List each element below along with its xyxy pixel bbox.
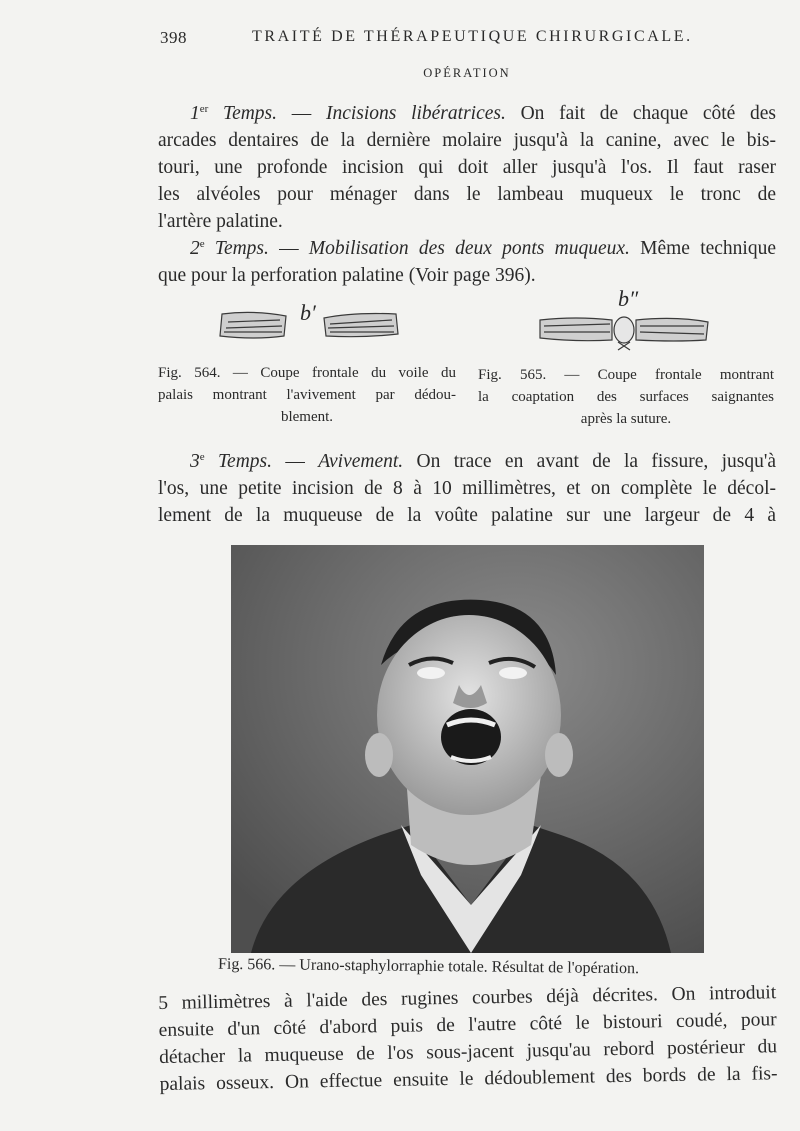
figure-564-caption-line-0: Fig. 564. — Coupe frontale du voile du <box>158 365 456 381</box>
step-3-paragraph <box>158 444 776 529</box>
step-2-line-0: Même technique <box>629 238 777 259</box>
step-2-temps: Temps. <box>214 238 269 259</box>
step-3-line-2: lement de la muqueuse de la voûte palatine sur une largeur de 4 à <box>158 505 776 526</box>
step-1-temps: Temps. <box>223 103 278 124</box>
step-2-ordinal: 2 <box>190 238 200 259</box>
continuation-line-1: ensuite d'un côté d'abord puis de l'autre côté le bistouri coudé, pour <box>158 1009 777 1041</box>
figure-565-diagram <box>536 284 716 356</box>
page-header <box>160 28 780 52</box>
step-2-line-1: que pour la perforation palatine (Voir page 396). <box>158 265 536 286</box>
continuation-line-0: 5 millimètres à l'aide des rugines courbes déjà décrites. On introduit <box>158 982 777 1014</box>
step-2-ordinal-sup: e <box>199 238 205 250</box>
step-1-line-1: arcades dentaires de la dernière molaire jusqu'à la canine, avec le bis- <box>158 130 776 151</box>
step-3-dash: — <box>272 451 319 472</box>
figure-564-label: b′ <box>300 300 316 325</box>
step-2-dash: — <box>268 238 309 259</box>
step-2-paragraph <box>158 231 776 289</box>
step-1-paragraph <box>158 96 776 235</box>
step-1-title: Incisions libératrices. <box>325 103 506 124</box>
patient-portrait-illustration <box>231 545 704 953</box>
continuation-line-3: palais osseux. On effectue ensuite le dédoublement des bords de la fis- <box>159 1063 778 1095</box>
step-2-title: Mobilisation des deux ponts muqueux. <box>308 238 630 259</box>
figure-565-caption-line-1: la coaptation des surfaces saignantes <box>478 389 774 405</box>
page-number: 398 <box>160 28 187 47</box>
figure-565-caption-line-2: après la suture. <box>580 411 672 427</box>
step-3-line-0: On trace en avant de la fissure, jusqu'à <box>403 451 777 472</box>
step-1-line-4: l'artère palatine. <box>158 211 283 232</box>
figure-565-label: b″ <box>618 286 639 311</box>
continuation-paragraph <box>158 979 778 1098</box>
step-1-line-0: On fait de chaque côté des <box>505 103 777 124</box>
running-title: TRAITÉ DE THÉRAPEUTIQUE CHIRURGICALE. <box>252 28 693 45</box>
figure-564-caption-line-2: blement. <box>280 409 334 425</box>
figure-565-caption-line-0: Fig. 565. — Coupe frontale montrant <box>478 367 774 383</box>
step-3-temps: Temps. <box>217 451 272 472</box>
step-1-ordinal-sup: er <box>199 103 209 115</box>
figure-566-photograph <box>231 545 704 953</box>
step-3-ordinal: 3 <box>190 451 200 472</box>
step-1-dash: — <box>277 103 326 124</box>
step-3-ordinal-sup: e <box>199 451 205 463</box>
step-1-ordinal: 1 <box>190 103 200 124</box>
figure-566-caption: Fig. 566. — Urano-staphylorraphie totale. Résultat de l'opération. <box>217 955 640 978</box>
step-3-title: Avivement. <box>318 451 404 472</box>
step-3-line-1: l'os, une petite incision de 8 à 10 millimètres, et on complète le décol- <box>158 478 776 499</box>
figure-564-caption-line-1: palais montrant l'avivement par dédou- <box>158 387 456 403</box>
step-1-line-3: les alvéoles pour ménager dans le lambeau muqueux le tronc de <box>158 184 776 205</box>
continuation-line-2: détacher la muqueuse de l'os sous-jacent jusqu'au rebord postérieur du <box>158 1036 778 1068</box>
figure-564-caption <box>158 362 456 428</box>
section-title: OPÉRATION <box>423 66 511 80</box>
figure-564-diagram <box>214 292 404 352</box>
step-1-line-2: touri, une profonde incision qui doit aller jusqu'à l'os. Il faut raser <box>158 157 776 178</box>
figure-565-caption <box>478 364 774 430</box>
